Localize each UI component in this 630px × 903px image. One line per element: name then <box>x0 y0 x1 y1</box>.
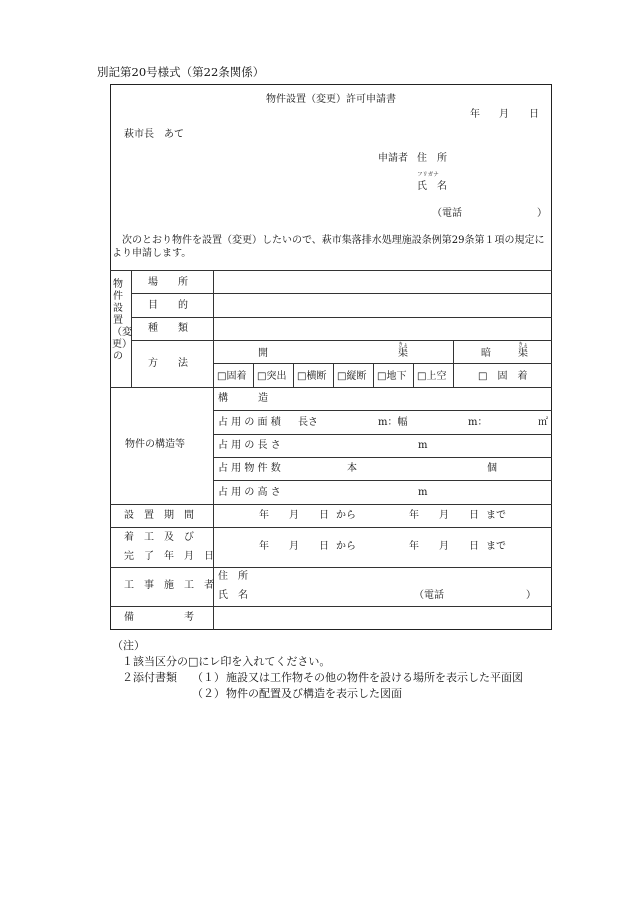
method-dark: 暗 <box>481 348 491 359</box>
label-purpose: 目 的 <box>148 300 188 311</box>
label-contractor: 工 事 施 工 者 <box>124 580 214 591</box>
note-2-1-number: （１） <box>192 671 225 684</box>
rule-opt-5 <box>413 363 414 387</box>
construction-end-year: 年 <box>409 541 419 552</box>
rule-label-col <box>213 270 214 630</box>
rule-area <box>213 434 552 435</box>
rule-opt-2 <box>293 363 294 387</box>
rule-construction-bottom <box>110 567 552 568</box>
date-day: 日 <box>529 109 539 120</box>
contractor-name-label: 氏 名 <box>218 590 248 601</box>
rule-place <box>131 293 552 294</box>
period-end-day: 日 <box>469 510 479 521</box>
rule-method-mid <box>213 363 552 364</box>
period-end-year: 年 <box>409 510 419 521</box>
period-until: まで <box>486 510 506 521</box>
label-construct: 構 造 <box>218 393 268 404</box>
label-construction-2: 完 了 年 月 日 <box>124 551 214 562</box>
rule-dark-channel <box>453 340 454 387</box>
period-start-day: 日 <box>319 510 329 521</box>
applicant-label: 申請者 <box>378 153 408 164</box>
area-length: 長さ <box>298 417 318 428</box>
checkbox-fixed[interactable]: □固着 <box>217 371 247 382</box>
note-1: １該当区分の□にレ印を入れてください。 <box>122 655 331 668</box>
method-channel2-ruby: きょ <box>518 342 529 348</box>
rule-section1-bottom <box>110 387 552 388</box>
label-method: 方 法 <box>148 358 188 369</box>
note-2-2-number: （２） <box>192 687 225 700</box>
rule-count <box>213 480 552 481</box>
area-m2: ㎡ <box>538 417 548 428</box>
rule-purpose <box>131 317 552 318</box>
count-hon: 本 <box>347 463 357 474</box>
applicant-address-label: 住 所 <box>417 153 447 164</box>
length-unit: m <box>418 440 428 451</box>
period-start-year: 年 <box>259 510 269 521</box>
intro-line-2: より申請します。 <box>112 248 192 259</box>
checkbox-protrude[interactable]: □突出 <box>257 371 287 382</box>
form-title: 物件設置（変更）許可申請書 <box>266 94 396 105</box>
area-m-width: m：幅 <box>378 417 408 428</box>
intro-line-1: 次のとおり物件を設置（変更）したいので、萩市集落排水処理施設条例第29条第１項の規定に <box>122 235 545 246</box>
applicant-furigana-label: フリガナ <box>417 172 439 178</box>
label-length: 占 用 の 長 さ <box>218 440 281 451</box>
height-unit: m <box>418 487 428 498</box>
method-open: 開 <box>258 348 268 359</box>
section1-vertical-label: 物件設置（変更）の <box>112 279 132 362</box>
checkbox-dark-fixed[interactable]: □ 固 着 <box>478 371 528 382</box>
form-reference: 別記第20号様式（第22条関係） <box>97 65 265 79</box>
rule-section1-top <box>110 270 552 271</box>
method-channel1-ruby: きょ <box>398 342 409 348</box>
rule-contractor-bottom <box>110 606 552 607</box>
period-start-month: 月 <box>289 510 299 521</box>
construction-start-year: 年 <box>259 541 269 552</box>
label-height: 占 用 の 高 さ <box>218 487 281 498</box>
contractor-address-label: 住 所 <box>218 571 248 582</box>
checkbox-cross[interactable]: □横断 <box>297 371 327 382</box>
label-construction-1: 着 工 及 び <box>124 532 194 543</box>
rule-opt-4 <box>373 363 374 387</box>
note-2-2: 物件の配置及び構造を表示した図面 <box>226 687 402 700</box>
contractor-phone-open: （電話 <box>414 590 444 601</box>
label-kind: 種 類 <box>148 323 188 334</box>
label-place: 場 所 <box>148 277 188 288</box>
period-end-month: 月 <box>439 510 449 521</box>
label-area: 占 用 の 面 積 <box>218 417 281 428</box>
method-channel2: 渠 <box>518 348 528 359</box>
applicant-phone-open: （電話 <box>432 208 462 219</box>
method-channel1: 渠 <box>398 348 408 359</box>
date-year: 年 <box>470 109 480 120</box>
applicant-name-label: 氏 名 <box>417 181 447 192</box>
construction-end-month: 月 <box>439 541 449 552</box>
rule-kind <box>131 340 552 341</box>
construction-from: から <box>336 541 356 552</box>
rule-period-bottom <box>110 527 552 528</box>
construction-end-day: 日 <box>469 541 479 552</box>
checkbox-overhead[interactable]: □上空 <box>417 371 447 382</box>
construction-start-day: 日 <box>319 541 329 552</box>
structure-group-label: 物件の構造等 <box>125 439 185 450</box>
label-count: 占 用 物 件 数 <box>218 463 281 474</box>
note-2-1: 施設又は工作物その他の物件を設ける場所を表示した平面図 <box>226 671 523 684</box>
addressee: 萩市長 あて <box>124 129 184 140</box>
rule-opt-1 <box>253 363 254 387</box>
rule-structure-bottom <box>110 504 552 505</box>
area-m-colon: m： <box>468 417 488 428</box>
rule-construct <box>213 410 552 411</box>
notes-heading: （注） <box>112 639 145 652</box>
period-from: から <box>336 510 356 521</box>
contractor-phone-close: ） <box>526 590 536 601</box>
label-remarks: 備 考 <box>124 612 194 623</box>
checkbox-underground[interactable]: □地下 <box>377 371 407 382</box>
construction-start-month: 月 <box>289 541 299 552</box>
checkbox-longitudinal[interactable]: □縦断 <box>337 371 367 382</box>
construction-until: まで <box>486 541 506 552</box>
note-2-label: ２添付書類 <box>122 671 177 684</box>
applicant-phone-close: ） <box>537 208 547 219</box>
rule-length <box>213 457 552 458</box>
date-month: 月 <box>499 109 509 120</box>
label-period: 設 置 期 間 <box>124 510 194 521</box>
count-ko: 個 <box>487 463 497 474</box>
rule-opt-3 <box>333 363 334 387</box>
